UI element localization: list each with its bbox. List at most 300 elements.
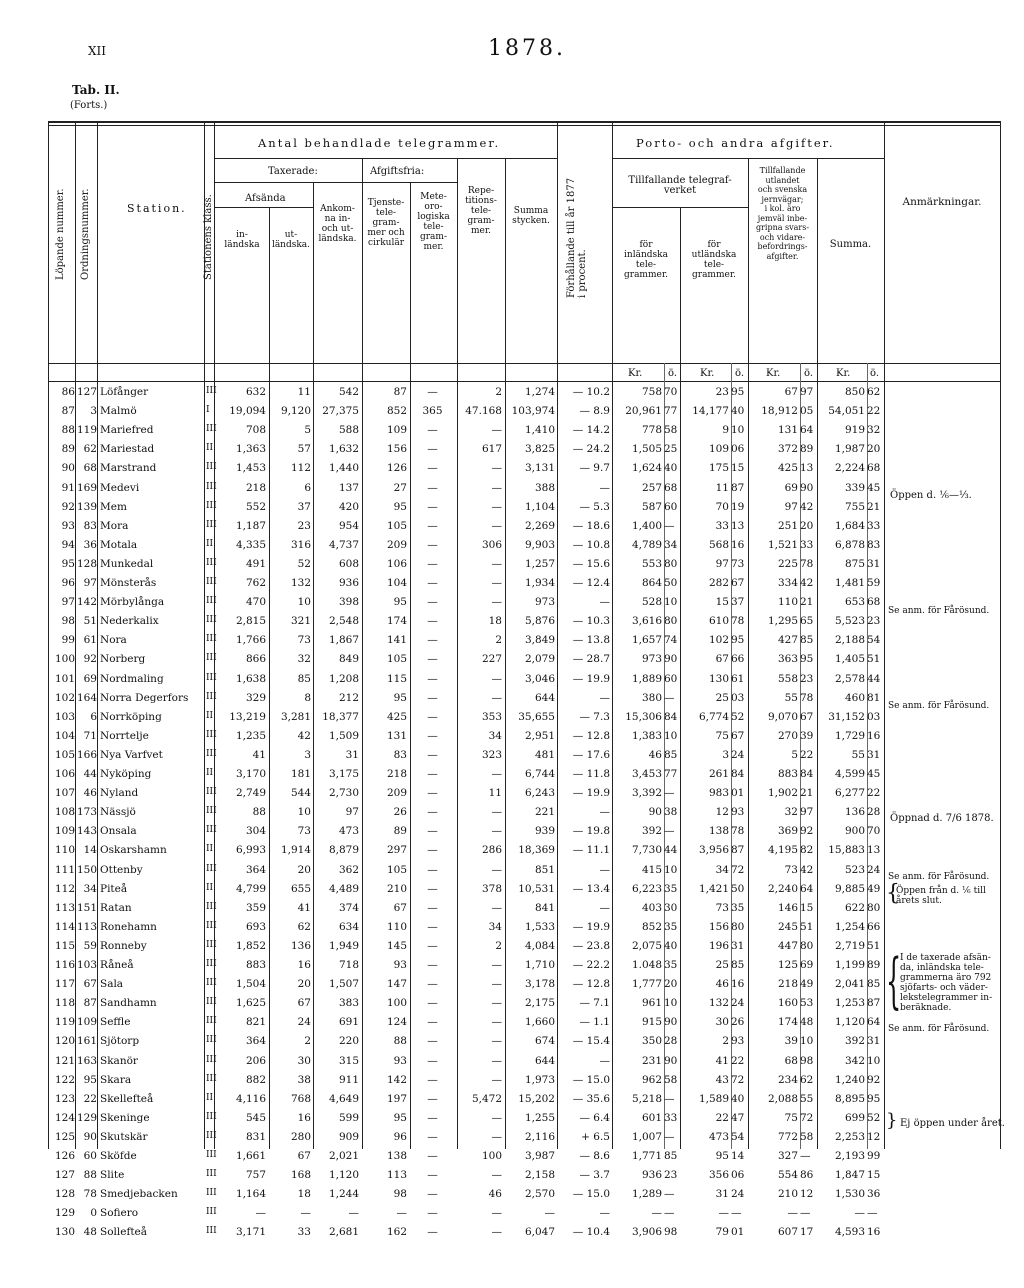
total-kr-cell: 1,530 [834, 1188, 865, 1201]
inland-kr-cell: 3,392 [631, 787, 662, 800]
abroad-kr-cell: 125 [777, 959, 798, 971]
table-row [0, 402, 1024, 421]
inland-kr-cell: 1,889 [631, 672, 662, 685]
total-ore-cell: 10 [867, 1054, 881, 1067]
header-forhallande: Förhållande till år 1877 i procent. [566, 177, 588, 298]
foreign-kr-cell: 25 [715, 959, 729, 971]
sent-foreign-cell: 9,120 [280, 405, 311, 418]
percent-change-cell: — 11.8 [572, 768, 610, 780]
sent-foreign-cell: 62 [297, 920, 311, 933]
order-number-cell: 127 [76, 386, 97, 398]
total-ore-cell: 49 [867, 882, 881, 895]
abroad-kr-cell: 372 [777, 443, 798, 456]
inland-ore-cell: 90 [664, 653, 678, 666]
table-row [0, 517, 1024, 536]
order-number-cell: 142 [76, 596, 97, 609]
row-number-cell: 106 [54, 768, 75, 780]
foreign-kr-cell: 196 [708, 939, 729, 952]
foreign-ore-cell: 52 [731, 710, 745, 723]
total-ore-cell: 22 [867, 787, 881, 800]
table-row [0, 841, 1024, 860]
station-class-cell: III [206, 1111, 217, 1122]
percent-change-cell: — 19.8 [572, 825, 610, 838]
header-tjenste: Tjenste- tele- gram- mer och cirkulär [367, 198, 405, 248]
foreign-kr-cell: 14,177 [692, 405, 729, 418]
row-number-cell: 100 [54, 653, 75, 666]
abroad-kr-cell: 425 [777, 462, 798, 475]
station-class-cell: III [206, 825, 217, 836]
inland-kr-cell: 15,306 [625, 710, 662, 723]
total-ore-cell: 59 [867, 577, 881, 589]
repetitions-cell: 617 [481, 443, 502, 456]
inland-ore-cell: — [664, 691, 675, 704]
total-kr-cell: 6,878 [834, 538, 865, 551]
service-telegrams-cell: 95 [393, 500, 407, 513]
inland-kr-cell: 961 [641, 997, 662, 1010]
order-number-cell: 62 [83, 443, 97, 456]
inland-ore-cell: 68 [664, 481, 678, 494]
row-number-cell: 116 [54, 959, 75, 971]
repetitions-cell: 5,472 [471, 1092, 502, 1105]
foreign-kr-cell: 70 [715, 500, 729, 513]
percent-change-cell: — 15.6 [572, 557, 610, 570]
total-ore-cell: 44 [867, 672, 881, 685]
arrived-cell: 2,021 [328, 1150, 359, 1162]
inland-ore-cell: 58 [664, 424, 678, 437]
station-class-cell: III [206, 901, 217, 912]
order-number-cell: 161 [76, 1035, 97, 1048]
sum-pieces-cell: 18,369 [518, 844, 555, 857]
abroad-ore-cell: 53 [800, 997, 814, 1010]
abroad-ore-cell: 55 [800, 1092, 814, 1105]
total-kr-cell: 339 [844, 481, 865, 494]
table-row [0, 880, 1024, 899]
station-class-cell: II [206, 882, 214, 893]
row-number-cell: 122 [54, 1073, 75, 1086]
row-number-cell: 111 [54, 863, 75, 876]
sent-foreign-cell: 16 [297, 1111, 311, 1124]
arrived-cell: 315 [338, 1054, 359, 1067]
repetitions-cell: 323 [481, 748, 502, 761]
foreign-ore-cell: 16 [731, 978, 745, 991]
station-name-cell: Nora [100, 634, 127, 647]
abroad-ore-cell: 86 [800, 1169, 814, 1182]
abroad-ore-cell: 80 [800, 939, 814, 952]
total-kr-cell: 2,253 [834, 1130, 865, 1143]
foreign-ore-cell: 40 [731, 405, 745, 418]
meteorological-cell: — [427, 863, 438, 876]
repetitions-cell: 2 [495, 386, 502, 398]
abroad-kr-cell: 55 [784, 691, 798, 704]
foreign-kr-cell: 33 [715, 519, 729, 532]
station-class-cell: II [206, 443, 214, 454]
inland-ore-cell: 60 [664, 500, 678, 513]
total-kr-cell: 54,051 [828, 405, 865, 418]
abroad-kr-cell: 558 [777, 672, 798, 685]
station-name-cell: Sköfde [100, 1150, 137, 1162]
service-telegrams-cell: 27 [393, 481, 407, 494]
sum-pieces-cell: 851 [534, 863, 555, 876]
header-tillfallande-verket: Tillfallande telegraf- verket [628, 175, 732, 196]
inland-kr-cell: 778 [641, 424, 662, 437]
percent-change-cell: — 35.6 [572, 1092, 610, 1105]
inland-ore-cell: 50 [664, 577, 678, 589]
row-number-cell: 112 [54, 882, 75, 895]
order-number-cell: 150 [76, 863, 97, 876]
foreign-ore-cell: 01 [731, 787, 745, 800]
sum-pieces-cell: 388 [534, 481, 555, 494]
header-summa: Summa. [829, 239, 872, 250]
abroad-ore-cell: 69 [800, 959, 814, 971]
percent-change-cell: — 11.1 [572, 844, 610, 857]
table-row [0, 765, 1024, 784]
foreign-kr-cell: 3,956 [698, 844, 729, 857]
order-number-cell: 14 [83, 844, 97, 857]
service-telegrams-cell: 100 [386, 997, 407, 1010]
inland-kr-cell: 403 [641, 901, 662, 914]
row-number-cell: 91 [61, 481, 75, 494]
row-number-cell: 95 [61, 557, 75, 570]
sent-foreign-cell: 181 [290, 768, 311, 780]
inland-ore-cell: 40 [664, 939, 678, 952]
total-kr-cell: 6,277 [834, 787, 865, 800]
meteorological-cell: — [427, 577, 438, 589]
meteorological-cell: — [427, 691, 438, 704]
station-name-cell: Piteå [100, 882, 128, 895]
foreign-kr-cell: 6,774 [698, 710, 729, 723]
unit-kr: Kr. [628, 368, 643, 379]
abroad-ore-cell: 84 [800, 768, 814, 780]
foreign-ore-cell: 87 [731, 481, 745, 494]
order-number-cell: 88 [83, 1169, 97, 1182]
inland-ore-cell: 20 [664, 978, 678, 991]
meteorological-cell: — [427, 634, 438, 647]
foreign-kr-cell: 130 [708, 672, 729, 685]
abroad-ore-cell: 64 [800, 424, 814, 437]
repetitions-cell: 306 [481, 538, 502, 551]
total-kr-cell: 1,405 [834, 653, 865, 666]
arrived-cell: 608 [338, 557, 359, 570]
inland-kr-cell: 3,616 [631, 615, 662, 628]
meteorological-cell: — [427, 1150, 438, 1162]
sum-pieces-cell: 3,849 [524, 634, 555, 647]
meteorological-cell: 365 [422, 405, 443, 418]
total-ore-cell: 16 [867, 1226, 881, 1239]
sent-inland-cell: 6,993 [235, 844, 266, 857]
abroad-kr-cell: 39 [784, 1035, 798, 1048]
sum-pieces-cell: 973 [534, 596, 555, 609]
foreign-kr-cell: 2 [722, 1035, 729, 1048]
station-name-cell: Mora [100, 519, 129, 532]
total-ore-cell: 36 [867, 1188, 881, 1201]
foreign-ore-cell: 72 [731, 1073, 745, 1086]
total-kr-cell: 2,719 [834, 939, 865, 952]
abroad-kr-cell: 554 [777, 1169, 798, 1182]
station-class-cell: I [206, 405, 210, 416]
station-class-cell: III [206, 691, 217, 702]
station-class-cell: III [206, 557, 217, 568]
abroad-kr-cell: 131 [777, 424, 798, 437]
foreign-ore-cell: 93 [731, 806, 745, 819]
abroad-kr-cell: 4,195 [767, 844, 798, 857]
foreign-kr-cell: 473 [708, 1130, 729, 1143]
meteorological-cell: — [427, 787, 438, 800]
remark-faro: Se anm. för Fårösund. [888, 701, 990, 711]
percent-change-cell: — [599, 481, 610, 494]
meteorological-cell: — [427, 557, 438, 570]
inland-ore-cell: 30 [664, 901, 678, 914]
unit-ore: ö. [804, 368, 814, 379]
row-number-cell: 108 [54, 806, 75, 819]
sum-pieces-cell: 2,951 [524, 729, 555, 742]
order-number-cell: 3 [90, 405, 97, 418]
station-name-cell: Onsala [100, 825, 137, 838]
header-repetitions: Repe- titions- tele- gram- mer. [465, 186, 497, 236]
repetitions-cell: — [491, 1054, 502, 1067]
station-name-cell: Seffle [100, 1016, 131, 1029]
foreign-ore-cell: 50 [731, 882, 745, 895]
total-kr-cell: 1,684 [834, 519, 865, 532]
table-row [0, 689, 1024, 708]
sum-pieces-cell: 3,825 [524, 443, 555, 456]
station-name-cell: Norra Degerfors [100, 691, 189, 704]
arrived-cell: 936 [338, 577, 359, 589]
station-class-cell: II [206, 538, 214, 549]
arrived-cell: 383 [338, 997, 359, 1010]
station-name-cell: Råneå [100, 959, 134, 971]
foreign-ore-cell: 14 [731, 1150, 745, 1162]
total-ore-cell: 51 [867, 653, 881, 666]
service-telegrams-cell: 156 [386, 443, 407, 456]
station-name-cell: Nyland [100, 787, 139, 800]
sum-pieces-cell: 1,410 [524, 424, 555, 437]
table-row [0, 498, 1024, 517]
sent-foreign-cell: 544 [290, 787, 311, 800]
remark-faro: Se anm. för Fårösund. [888, 606, 990, 616]
total-kr-cell: 31,152 [828, 710, 865, 723]
inland-kr-cell: 3,906 [631, 1226, 662, 1239]
inland-kr-cell: 852 [641, 920, 662, 933]
sent-foreign-cell: 8 [304, 691, 311, 704]
table-row [0, 1128, 1024, 1147]
table-row [0, 822, 1024, 841]
sent-inland-cell: 882 [245, 1073, 266, 1086]
station-name-cell: Medevi [100, 481, 140, 494]
sent-foreign-cell: 10 [297, 596, 311, 609]
station-name-cell: Sofiero [100, 1207, 139, 1220]
meteorological-cell: — [427, 1169, 438, 1182]
order-number-cell: 92 [83, 653, 97, 666]
percent-change-cell: — 7.3 [579, 710, 610, 723]
row-number-cell: 99 [61, 634, 75, 647]
percent-change-cell: — 17.6 [572, 748, 610, 761]
service-telegrams-cell: 141 [386, 634, 407, 647]
sent-foreign-cell: 132 [290, 577, 311, 589]
arrived-cell: 2,730 [328, 787, 359, 800]
header-summa-stycken: Summa stycken. [512, 206, 550, 226]
foreign-ore-cell: 67 [731, 729, 745, 742]
sum-pieces-cell: 3,178 [524, 978, 555, 991]
repetitions-cell: — [491, 806, 502, 819]
inland-ore-cell: — [664, 1188, 675, 1201]
sent-inland-cell: 1,164 [235, 1188, 266, 1201]
sum-pieces-cell: 2,079 [524, 653, 555, 666]
meteorological-cell: — [427, 653, 438, 666]
table-row [0, 1090, 1024, 1109]
sent-inland-cell: 1,235 [235, 729, 266, 742]
percent-change-cell: — [599, 1207, 610, 1220]
foreign-ore-cell: 67 [731, 577, 745, 589]
inland-kr-cell: 5,218 [631, 1092, 662, 1105]
order-number-cell: 90 [83, 1130, 97, 1143]
sum-pieces-cell: 103,974 [511, 405, 555, 418]
percent-change-cell: — 10.2 [572, 386, 610, 398]
inland-ore-cell: 10 [664, 596, 678, 609]
inland-ore-cell: — [664, 825, 675, 838]
arrived-cell: 909 [338, 1130, 359, 1143]
percent-change-cell: + 6.5 [581, 1130, 610, 1143]
percent-change-cell: — 15.4 [572, 1035, 610, 1048]
station-class-cell: II [206, 1092, 214, 1103]
sum-pieces-cell: 939 [534, 825, 555, 838]
total-kr-cell: 1,481 [834, 577, 865, 589]
total-kr-cell: 8,895 [834, 1092, 865, 1105]
abroad-ore-cell: 51 [800, 920, 814, 933]
sent-foreign-cell: 136 [290, 939, 311, 952]
repetitions-cell: — [491, 978, 502, 991]
foreign-ore-cell: 06 [731, 1169, 745, 1182]
service-telegrams-cell: 87 [393, 386, 407, 398]
row-number-cell: 104 [54, 729, 75, 742]
table-row [0, 1109, 1024, 1128]
inland-kr-cell: 415 [641, 863, 662, 876]
total-ore-cell: 20 [867, 443, 881, 456]
row-number-cell: 101 [54, 672, 75, 685]
foreign-kr-cell: 97 [715, 557, 729, 570]
sent-inland-cell: 88 [252, 806, 266, 819]
service-telegrams-cell: 88 [393, 1035, 407, 1048]
inland-ore-cell: — [664, 1207, 675, 1220]
foreign-kr-cell: 23 [715, 386, 729, 398]
abroad-ore-cell: 90 [800, 481, 814, 494]
total-ore-cell: 33 [867, 519, 881, 532]
meteorological-cell: — [427, 997, 438, 1010]
total-kr-cell: 1,847 [834, 1169, 865, 1182]
order-number-cell: 83 [83, 519, 97, 532]
sum-pieces-cell: 6,047 [524, 1226, 555, 1239]
table-row [0, 555, 1024, 574]
total-ore-cell: 95 [867, 1092, 881, 1105]
foreign-kr-cell: 132 [708, 997, 729, 1010]
abroad-ore-cell: 17 [800, 1226, 814, 1239]
total-ore-cell: 64 [867, 1016, 881, 1029]
abroad-kr-cell: 75 [784, 1111, 798, 1124]
order-number-cell: 139 [76, 500, 97, 513]
sent-inland-cell: 329 [245, 691, 266, 704]
sent-foreign-cell: 38 [297, 1073, 311, 1086]
total-ore-cell: 68 [867, 596, 881, 609]
arrived-cell: 220 [338, 1035, 359, 1048]
station-name-cell: Munkedal [100, 557, 154, 570]
units-bottom-rule [48, 381, 1000, 382]
repetitions-cell: 378 [481, 882, 502, 895]
total-kr-cell: 4,593 [834, 1226, 865, 1239]
abroad-kr-cell: 369 [777, 825, 798, 838]
abroad-ore-cell: 58 [800, 1130, 814, 1143]
abroad-ore-cell: 97 [800, 806, 814, 819]
meteorological-cell: — [427, 959, 438, 971]
sent-inland-cell: 304 [245, 825, 266, 838]
percent-change-cell: — 5.3 [579, 500, 610, 513]
total-kr-cell: 755 [844, 500, 865, 513]
total-ore-cell: 12 [867, 1130, 881, 1143]
foreign-kr-cell: 34 [715, 863, 729, 876]
order-number-cell: 22 [83, 1092, 97, 1105]
table-row [0, 1147, 1024, 1166]
foreign-ore-cell: 06 [731, 443, 745, 456]
abroad-kr-cell: 334 [777, 577, 798, 589]
row-number-cell: 93 [61, 519, 75, 532]
repetitions-cell: — [491, 901, 502, 914]
percent-change-cell: — 23.8 [572, 939, 610, 952]
sent-foreign-cell: 3,281 [280, 710, 311, 723]
total-kr-cell: 342 [844, 1054, 865, 1067]
sent-inland-cell: 1,363 [235, 443, 266, 456]
inland-kr-cell: 1,007 [631, 1130, 662, 1143]
inland-ore-cell: 58 [664, 1073, 678, 1086]
foreign-kr-cell: 31 [715, 1188, 729, 1201]
foreign-ore-cell: — [731, 1207, 742, 1220]
order-number-cell: 119 [76, 424, 97, 437]
inland-kr-cell: 1,505 [631, 443, 662, 456]
foreign-kr-cell: 30 [715, 1016, 729, 1029]
total-kr-cell: 699 [844, 1111, 865, 1124]
service-telegrams-cell: — [396, 1207, 407, 1220]
foreign-ore-cell: 24 [731, 997, 745, 1010]
abroad-ore-cell: 95 [800, 653, 814, 666]
repetitions-cell: — [491, 462, 502, 475]
abroad-ore-cell: 78 [800, 557, 814, 570]
sent-inland-cell: 866 [245, 653, 266, 666]
sum-pieces-cell: 841 [534, 901, 555, 914]
meteorological-cell: — [427, 1130, 438, 1143]
percent-change-cell: — 9.7 [579, 462, 610, 475]
foreign-ore-cell: 03 [731, 691, 745, 704]
sent-foreign-cell: 112 [290, 462, 311, 475]
sent-inland-cell: 2,815 [235, 615, 266, 628]
sent-foreign-cell: 73 [297, 634, 311, 647]
total-ore-cell: 31 [867, 1035, 881, 1048]
meteorological-cell: — [427, 538, 438, 551]
foreign-ore-cell: 95 [731, 386, 745, 398]
order-number-cell: 113 [76, 920, 97, 933]
sent-inland-cell: 2,749 [235, 787, 266, 800]
sent-inland-cell: 762 [245, 577, 266, 589]
total-ore-cell: 68 [867, 462, 881, 475]
sent-foreign-cell: 41 [297, 901, 311, 914]
sent-foreign-cell: 11 [297, 386, 311, 398]
meteorological-cell: — [427, 748, 438, 761]
foreign-kr-cell: 25 [715, 691, 729, 704]
sent-inland-cell: 1,766 [235, 634, 266, 647]
header-inlandska: in- ländska [224, 230, 260, 250]
total-kr-cell: 55 [851, 748, 865, 761]
total-kr-cell: 1,120 [834, 1016, 865, 1029]
inland-ore-cell: 34 [664, 538, 678, 551]
service-telegrams-cell: 145 [386, 939, 407, 952]
abroad-ore-cell: 92 [800, 825, 814, 838]
sent-inland-cell: 3,170 [235, 768, 266, 780]
